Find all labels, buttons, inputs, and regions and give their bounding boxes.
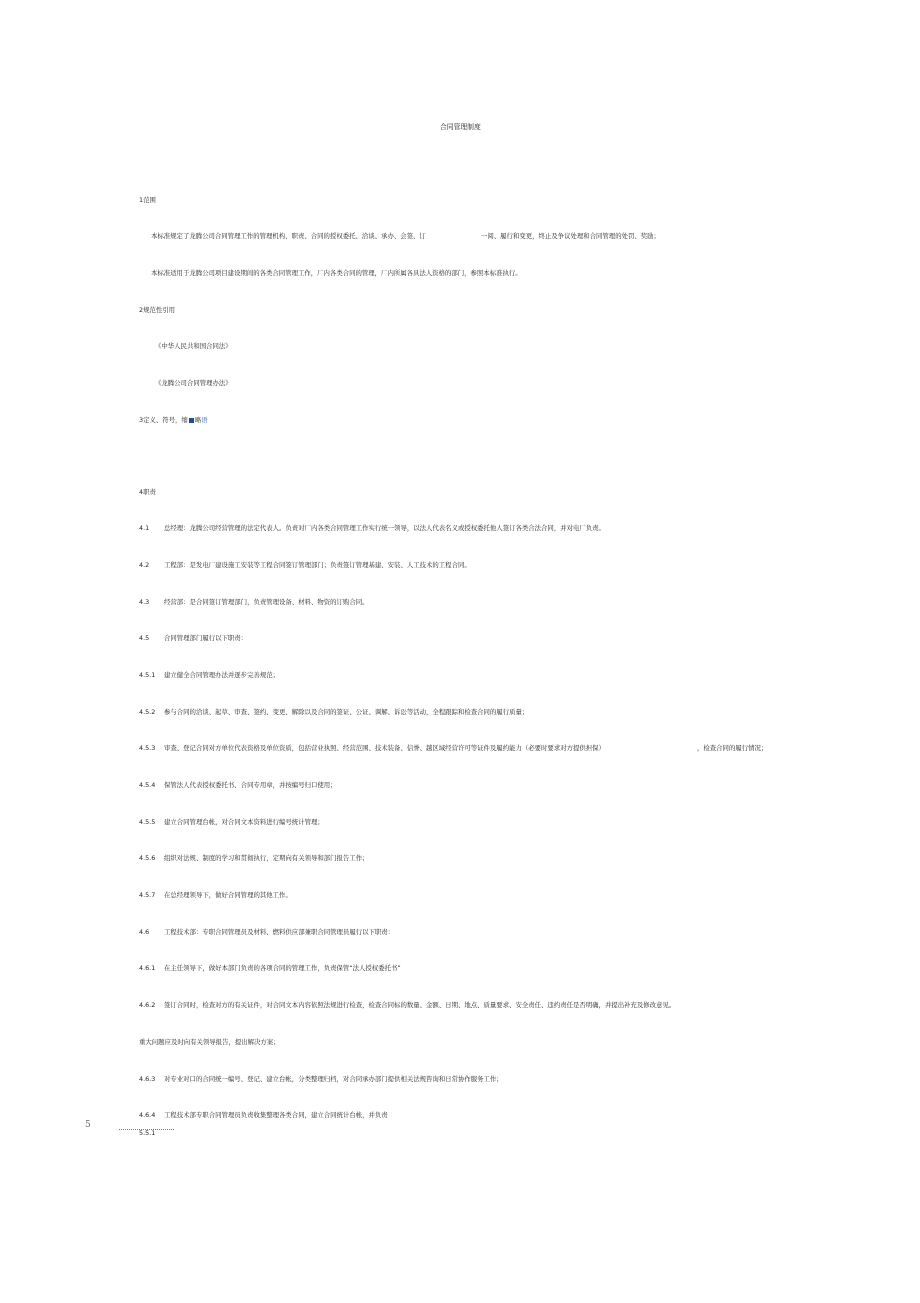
page-title: 合同管理制度	[440, 123, 481, 131]
continuation-paragraph: 重大问题应及时向有关领导报告，提出解决方案；	[139, 1038, 280, 1046]
scope-paragraph-1a: 本标准规定了龙腾公司合同管理工作的管理机构、职责、合同的授权委托、洽谈、承办、会签、订	[151, 232, 426, 240]
scope-paragraph-2: 本标准适用于龙腾公司项目建设期间的各类合同管理工作，厂内各类合同的管理，厂内所属各具法人资格的部门，参照本标准执行。	[151, 269, 522, 277]
list-item: 4.5.4 保管法人代表授权委托书、合同专用章，并按编号归口使用；	[139, 781, 337, 789]
list-item: 4.5 合同管理部门履行以下职责：	[139, 634, 248, 642]
page-number: 5	[85, 1120, 91, 1130]
footer-item-number: 5.5.1	[139, 1129, 156, 1137]
list-item: 4.6 工程技术部：专职合同管理员及材料、燃料供应部兼职合同管理员履行以下职责：	[139, 928, 395, 936]
section-heading-scope: 1范围	[139, 196, 156, 204]
list-item: 4.6.1 在主任领导下，做好本部门负责的各项合同的管理工作，负责保管“法人授权委托书”	[139, 964, 401, 972]
list-item: 4.5.5 建立合同管理台帐，对合同文本资料进行编号统计管理；	[139, 818, 324, 826]
list-item: 4.5.2 参与合同的洽谈、起草、审查、签约、变更、解除以及合同的签证、公证、调解、诉讼等活动，全程跟踪和检查合同的履行质量；	[139, 708, 529, 716]
list-item: 4.5.1 建立健全合同管理办法并逐步完善规范；	[139, 671, 280, 679]
scope-paragraph-1b: 一阅、履行和变更，终止及争议处理和合同管理的处罚、奖励；	[481, 232, 660, 240]
list-item: 4.5.7 在总经理领导下，做好合同管理的其他工作。	[139, 891, 292, 899]
blue-square-mark	[189, 418, 194, 423]
list-item: 4.5.6 组织对法规、制度的学习和贯彻执行，定期向有关领导和部门报告工作；	[139, 854, 369, 862]
list-item: 4.6.4 工程技术部专职合同管理员负责收集整理各类合同，建立合同统计台帐，并负责	[139, 1111, 388, 1119]
section-heading-duties: 4职责	[139, 488, 156, 496]
list-item: 4.6.2 签订合同时，检查对方的有关证件，对合同文本内容依照法规进行检查，检查合同标的数量、金额、日期、地点、质量要求、安全责任、违约责任是否明确，并提出补充及修改意见。	[139, 1001, 676, 1009]
list-item: 4.5.3 审查、登记合同对方单位代表资格及单位资质，包括营业执照、经营范围、技术装备、信誉、越区域经营许可等证件及履约能力（必要时要求对方提供担保）	[139, 744, 605, 752]
list-item-tail: ，检查合同的履行情况；	[697, 744, 768, 752]
list-item: 4.1 总经理：龙腾公司经营管理的法定代表人。负责对厂内各类合同管理工作实行统一领导，以法人代表名义或授权委托他人签订各类合法合同，并对电厂负责。	[139, 524, 605, 532]
list-item: 4.3 经营部：是合同签订管理部门，负责管理设备、材料、物资的订购合同。	[139, 598, 369, 606]
section-heading-references: 2规范性引用	[139, 306, 176, 314]
section-heading-definitions	[139, 417, 208, 423]
reference-company-rules: 《龙腾公司合同管理办法》	[155, 379, 232, 387]
definitions-heading-text: 3定义、符号，缩	[139, 416, 188, 424]
list-item: 4.2 工程部：是发电厂建设施工安装等工程合同签订管理部门；负责签订管理基建、安装、人工技术的工程合同。	[139, 561, 471, 569]
reference-contract-law: 《中华人民共和国合同法》	[155, 342, 232, 350]
definitions-heading-char: 略	[194, 416, 202, 424]
definitions-heading-char-blue: 语	[201, 416, 208, 424]
list-item: 4.6.3 对专业对口的合同统一编号、登记、建立台帐，分类整理归档，对合同承办部门提供相关法规咨询和日常协作服务工作；	[139, 1075, 503, 1083]
